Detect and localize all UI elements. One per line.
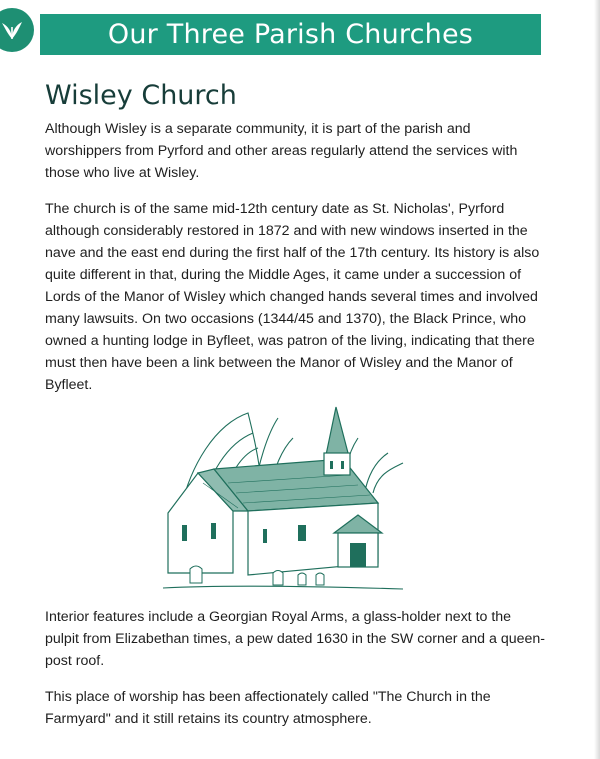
interior-paragraph: Interior features include a Georgian Royal Arms, a glass-holder next to the pulpit from Elizabethan times, a pew dated 1630 in the SW corner and a queen-post roof. <box>45 609 546 669</box>
page-title: Our Three Parish Churches <box>107 19 474 50</box>
history-paragraph: The church is of the same mid-12th century date as St. Nicholas', Pyrford although considerably restored in 1872 and with new windows inserted in the nave and the east end during the first half of the 17th century. Its history is also quite different in that, during the Middle Ages, it came under a succession of Lords of the Manor of Wisley which changed hands several times and involved many lawsuits. On two occasions (1344/45 and 1370), the Black Prince, who owned a hunting lodge in Byfleet, was patron of the living, indicating that there must then have been a link between the Manor of Wisley and the Manor of Byfleet. <box>45 201 540 393</box>
page-edge-shadow <box>594 0 600 759</box>
section-heading: Wisley Church <box>45 80 237 111</box>
leaf-logo-icon <box>0 8 34 52</box>
farmyard-paragraph: This place of worship has been affectionately called "The Church in the Farmyard" and it still retains its country atmosphere. <box>45 689 491 727</box>
church-illustration <box>158 403 408 601</box>
intro-paragraph: Although Wisley is a separate community, it is part of the parish and worshippers from Pyrford and other areas regularly attend the services with those who live at Wisley. <box>45 121 518 181</box>
header-banner <box>40 14 541 55</box>
